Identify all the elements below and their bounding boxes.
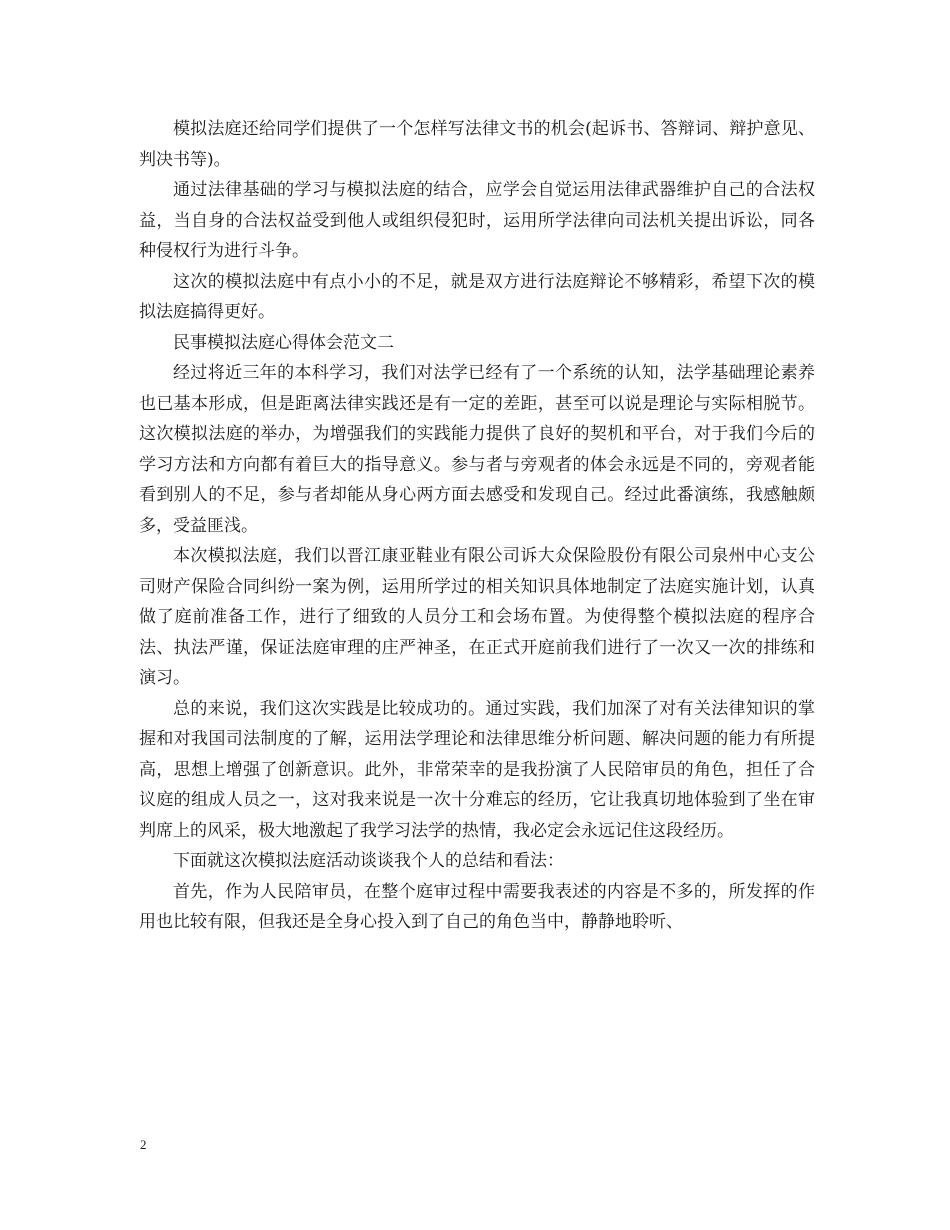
paragraph-study-experience: 经过将近三年的本科学习，我们对法学已经有了一个系统的认知，法学基础理论素养也已基本形成，但是距离法律实践还是有一定的差距，甚至可以说是理论与实际相脱节。这次模拟法庭的举办，为增强我们的实践能力提供了良好的契机和平台，对于我们今后的学习方法和方向都有着巨大的指导意义。参与者与旁观者的体会永远是不同的，旁观者能看到别人的不足，参与者却能从身心两方面去感受和发现自己。经过此番演练，我感触颇多，受益匪浅。 [139,363,815,536]
paragraph-legal-documents: 模拟法庭还给同学们提供了一个怎样写法律文书的机会(起诉书、答辩词、辩护意见、判决书等)。 [139,119,815,170]
document-body [139,114,815,938]
paragraph-shortcomings: 这次的模拟法庭中有点小小的不足，就是双方进行法庭辩论不够精彩，希望下次的模拟法庭搞得更好。 [139,271,815,322]
paragraph-summary: 总的来说，我们这次实践是比较成功的。通过实践，我们加深了对有关法律知识的掌握和对我国司法制度的了解，运用法学理论和法律思维分析问题、解决问题的能力有所提高，思想上增强了创新意识。此外，非常荣幸的是我扮演了人民陪审员的角色，担任了合议庭的组成人员之一，这对我来说是一次十分难忘的经历，它让我真切地体验到了坐在审判席上的风采，极大地激起了我学习法学的热情，我必定会永远记住这段经历。 [139,698,815,841]
section-heading: 民事模拟法庭心得体会范文二 [173,332,394,353]
paragraph-legal-rights: 通过法律基础的学习与模拟法庭的结合，应学会自觉运用法律武器维护自己的合法权益，当自身的合法权益受到他人或组织侵犯时，运用所学法律向司法机关提出诉讼，同各种侵权行为进行斗争。 [139,180,815,261]
paragraph-intro-views: 下面就这次模拟法庭活动谈谈我个人的总结和看法： [173,851,564,871]
page-number: 2 [140,1137,147,1152]
paragraph-case-preparation: 本次模拟法庭，我们以晋江康亚鞋业有限公司诉大众保险股份有限公司泉州中心支公司财产保险合同纠纷一案为例，运用所学过的相关知识具体地制定了法庭实施计划，认真做了庭前准备工作，进行了细致的人员分工和会场布置。为使得整个模拟法庭的程序合法、执法严谨，保证法庭审理的庄严神圣，在正式开庭前我们进行了一次又一次的排练和演习。 [139,546,815,688]
paragraph-juror-role: 首先，作为人民陪审员，在整个庭审过程中需要我表述的内容是不多的，所发挥的作用也比较有限，但我还是全身心投入到了自己的角色当中，静静地聆听、 [139,881,815,932]
